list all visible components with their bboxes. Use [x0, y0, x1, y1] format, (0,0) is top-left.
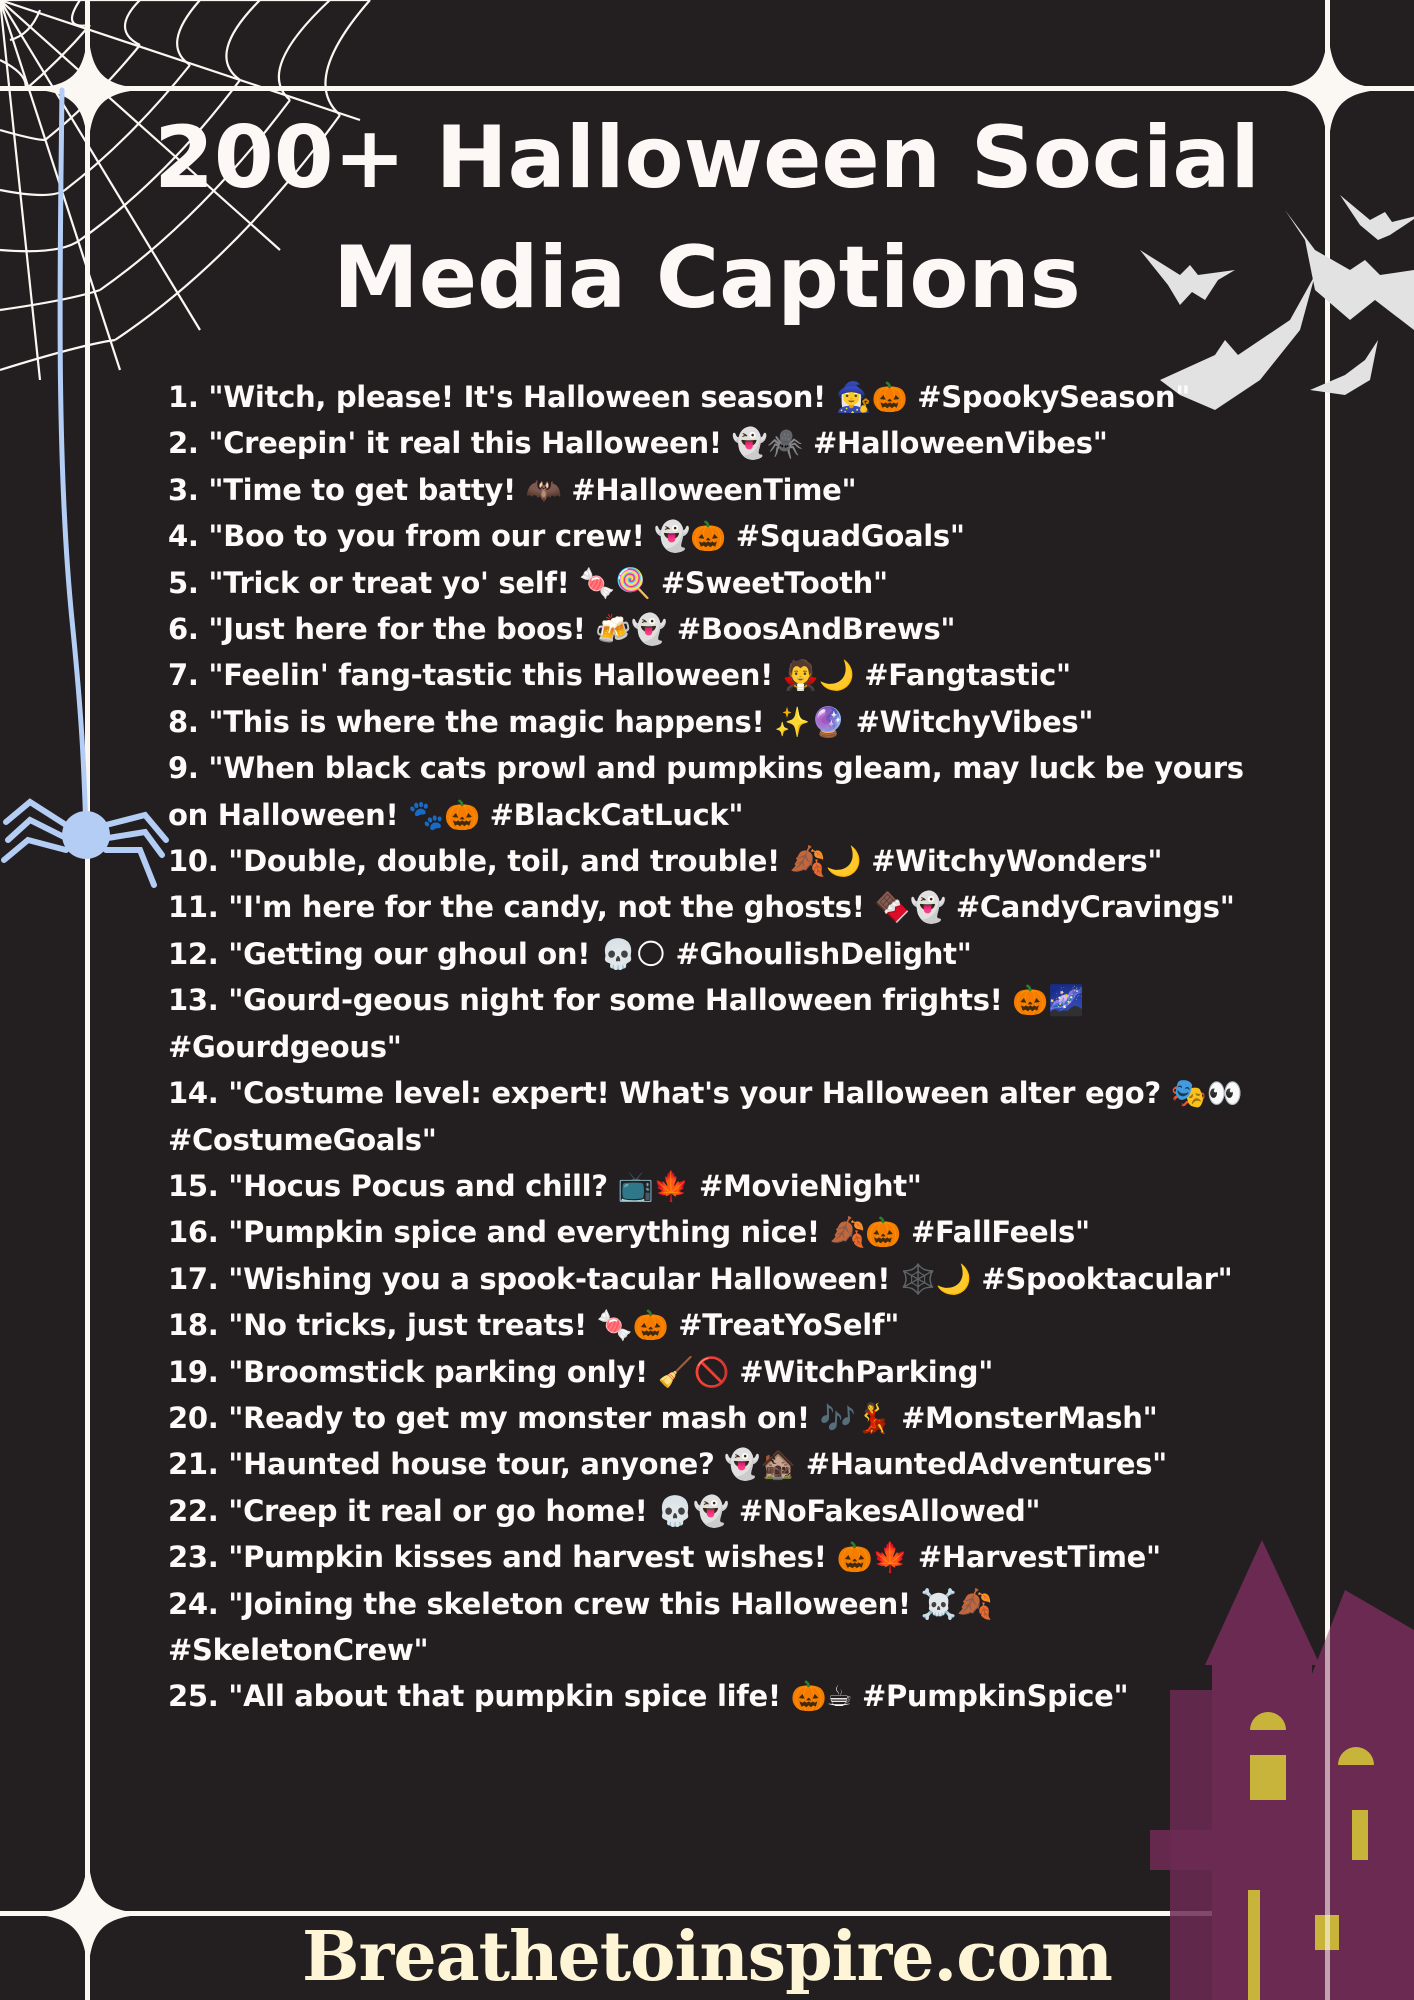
caption-item: 5. "Trick or treat yo' self! 🍬🍭 #SweetTooth" — [168, 565, 888, 600]
caption-item: 16. "Pumpkin spice and everything nice! 🍂🎃 #FallFeels" — [168, 1215, 1090, 1250]
caption-item: 21. "Haunted house tour, anyone? 👻🏚️ #HauntedAdventures" — [168, 1447, 1167, 1482]
caption-item: 4. "Boo to you from our crew! 👻🎃 #SquadGoals" — [168, 519, 965, 554]
caption-item: 11. "I'm here for the candy, not the ghosts! 🍫👻 #CandyCravings" — [168, 890, 1235, 925]
caption-item: 14. "Costume level: expert! What's your Halloween alter ego? 🎭👀 #CostumeGoals" — [168, 1076, 1243, 1157]
page-title — [0, 98, 1414, 338]
caption-item: 3. "Time to get batty! 🦇 #HalloweenTime" — [168, 472, 857, 507]
caption-item: 20. "Ready to get my monster mash on! 🎶💃 #MonsterMash" — [168, 1400, 1158, 1435]
caption-item: 15. "Hocus Pocus and chill? 📺🍁 #MovieNight" — [168, 1168, 922, 1203]
caption-item: 13. "Gourd-geous night for some Halloween frights! 🎃🌌 #Gourdgeous" — [168, 983, 1084, 1064]
caption-item: 17. "Wishing you a spook-tacular Halloween! 🕸️🌙 #Spooktacular" — [168, 1261, 1233, 1296]
title-line-2: Media Captions — [333, 228, 1081, 328]
caption-item: 25. "All about that pumpkin spice life! 🎃☕ #PumpkinSpice" — [168, 1679, 1129, 1714]
caption-item: 12. "Getting our ghoul on! 💀🌕 #GhoulishDelight" — [168, 936, 972, 971]
caption-item: 18. "No tricks, just treats! 🍬🎃 #TreatYoSelf" — [168, 1308, 900, 1343]
caption-item: 24. "Joining the skeleton crew this Halloween! ☠️🍂 #SkeletonCrew" — [168, 1586, 993, 1667]
site-footer-link[interactable]: Breathetoinspire.com — [302, 1917, 1112, 1997]
caption-item: 2. "Creepin' it real this Halloween! 👻🕷️ #HalloweenVibes" — [168, 426, 1108, 461]
caption-item: 6. "Just here for the boos! 🍻👻 #BoosAndBrews" — [168, 612, 956, 647]
caption-item: 19. "Broomstick parking only! 🧹🚫 #WitchParking" — [168, 1354, 994, 1389]
caption-item: 23. "Pumpkin kisses and harvest wishes! 🎃🍁 #HarvestTime" — [168, 1540, 1161, 1575]
caption-item: 7. "Feelin' fang-tastic this Halloween! 🧛🌙 #Fangtastic" — [168, 658, 1071, 693]
caption-item: 22. "Creep it real or go home! 💀👻 #NoFakesAllowed" — [168, 1493, 1041, 1528]
caption-item: 9. "When black cats prowl and pumpkins gleam, may luck be yours on Halloween! 🐾🎃 #BlackCatLuck" — [168, 751, 1244, 832]
title-line-1: 200+ Halloween Social — [154, 108, 1260, 208]
caption-item: 1. "Witch, please! It's Halloween season! 🧙‍♀️🎃 #SpookySeason" — [168, 380, 1191, 414]
caption-item: 10. "Double, double, toil, and trouble! 🍂🌙 #WitchyWonders" — [168, 844, 1163, 879]
captions-list — [168, 374, 1258, 1720]
caption-item: 8. "This is where the magic happens! ✨🔮 #WitchyVibes" — [168, 704, 1094, 739]
